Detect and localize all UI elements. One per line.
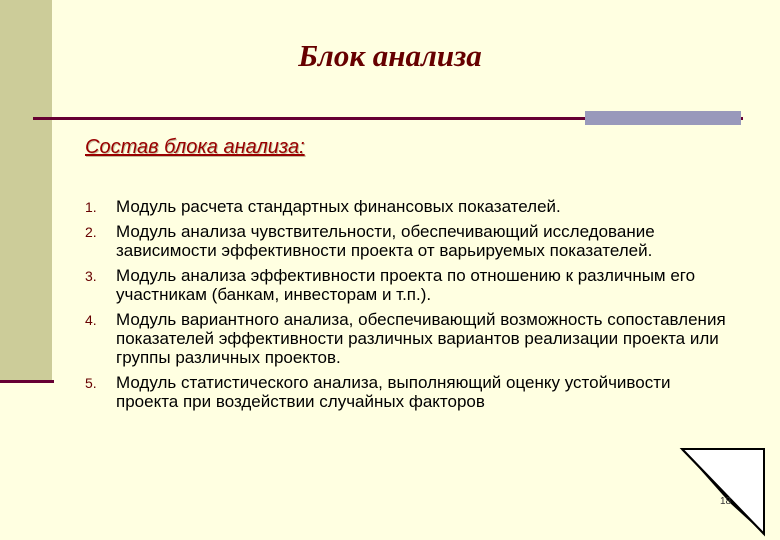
title-divider-accent	[585, 111, 741, 125]
list-item	[85, 222, 735, 260]
list-item-text: Модуль анализа эффективности проекта по отношению к различным его участникам (банкам, инвесторам и т.п.).	[116, 266, 696, 304]
list-item-number: 5.	[85, 375, 97, 391]
list-item	[85, 310, 735, 367]
slide-title: Блок анализа	[298, 38, 482, 73]
list-item-number: 3.	[85, 268, 97, 284]
list-item	[85, 266, 735, 304]
list-item-text: Модуль расчета стандартных финансовых показателей.	[116, 197, 561, 216]
list-item-number: 1.	[85, 199, 97, 215]
list-item	[85, 197, 735, 216]
list-item-number: 4.	[85, 312, 97, 328]
list-item-number: 2.	[85, 224, 97, 240]
slide-subtitle: Состав блока анализа:	[85, 136, 305, 158]
list-item	[85, 373, 735, 411]
list-item-text: Модуль анализа чувствительности, обеспечивающий исследование зависимости эффективности проекта от варьируемых показателей.	[116, 222, 655, 260]
list-item-text: Модуль вариантного анализа, обеспечивающий возможность сопоставления показателей эффективности различных вариантов реализации проекта или группы различных проектов.	[116, 310, 726, 367]
module-list	[85, 197, 735, 417]
list-item-text: Модуль статистического анализа, выполняющий оценку устойчивости проекта при воздействии случайных факторов	[116, 373, 671, 411]
page-number: 18	[720, 496, 732, 507]
page-curl-icon	[678, 445, 768, 538]
left-decor-underline	[0, 380, 54, 383]
